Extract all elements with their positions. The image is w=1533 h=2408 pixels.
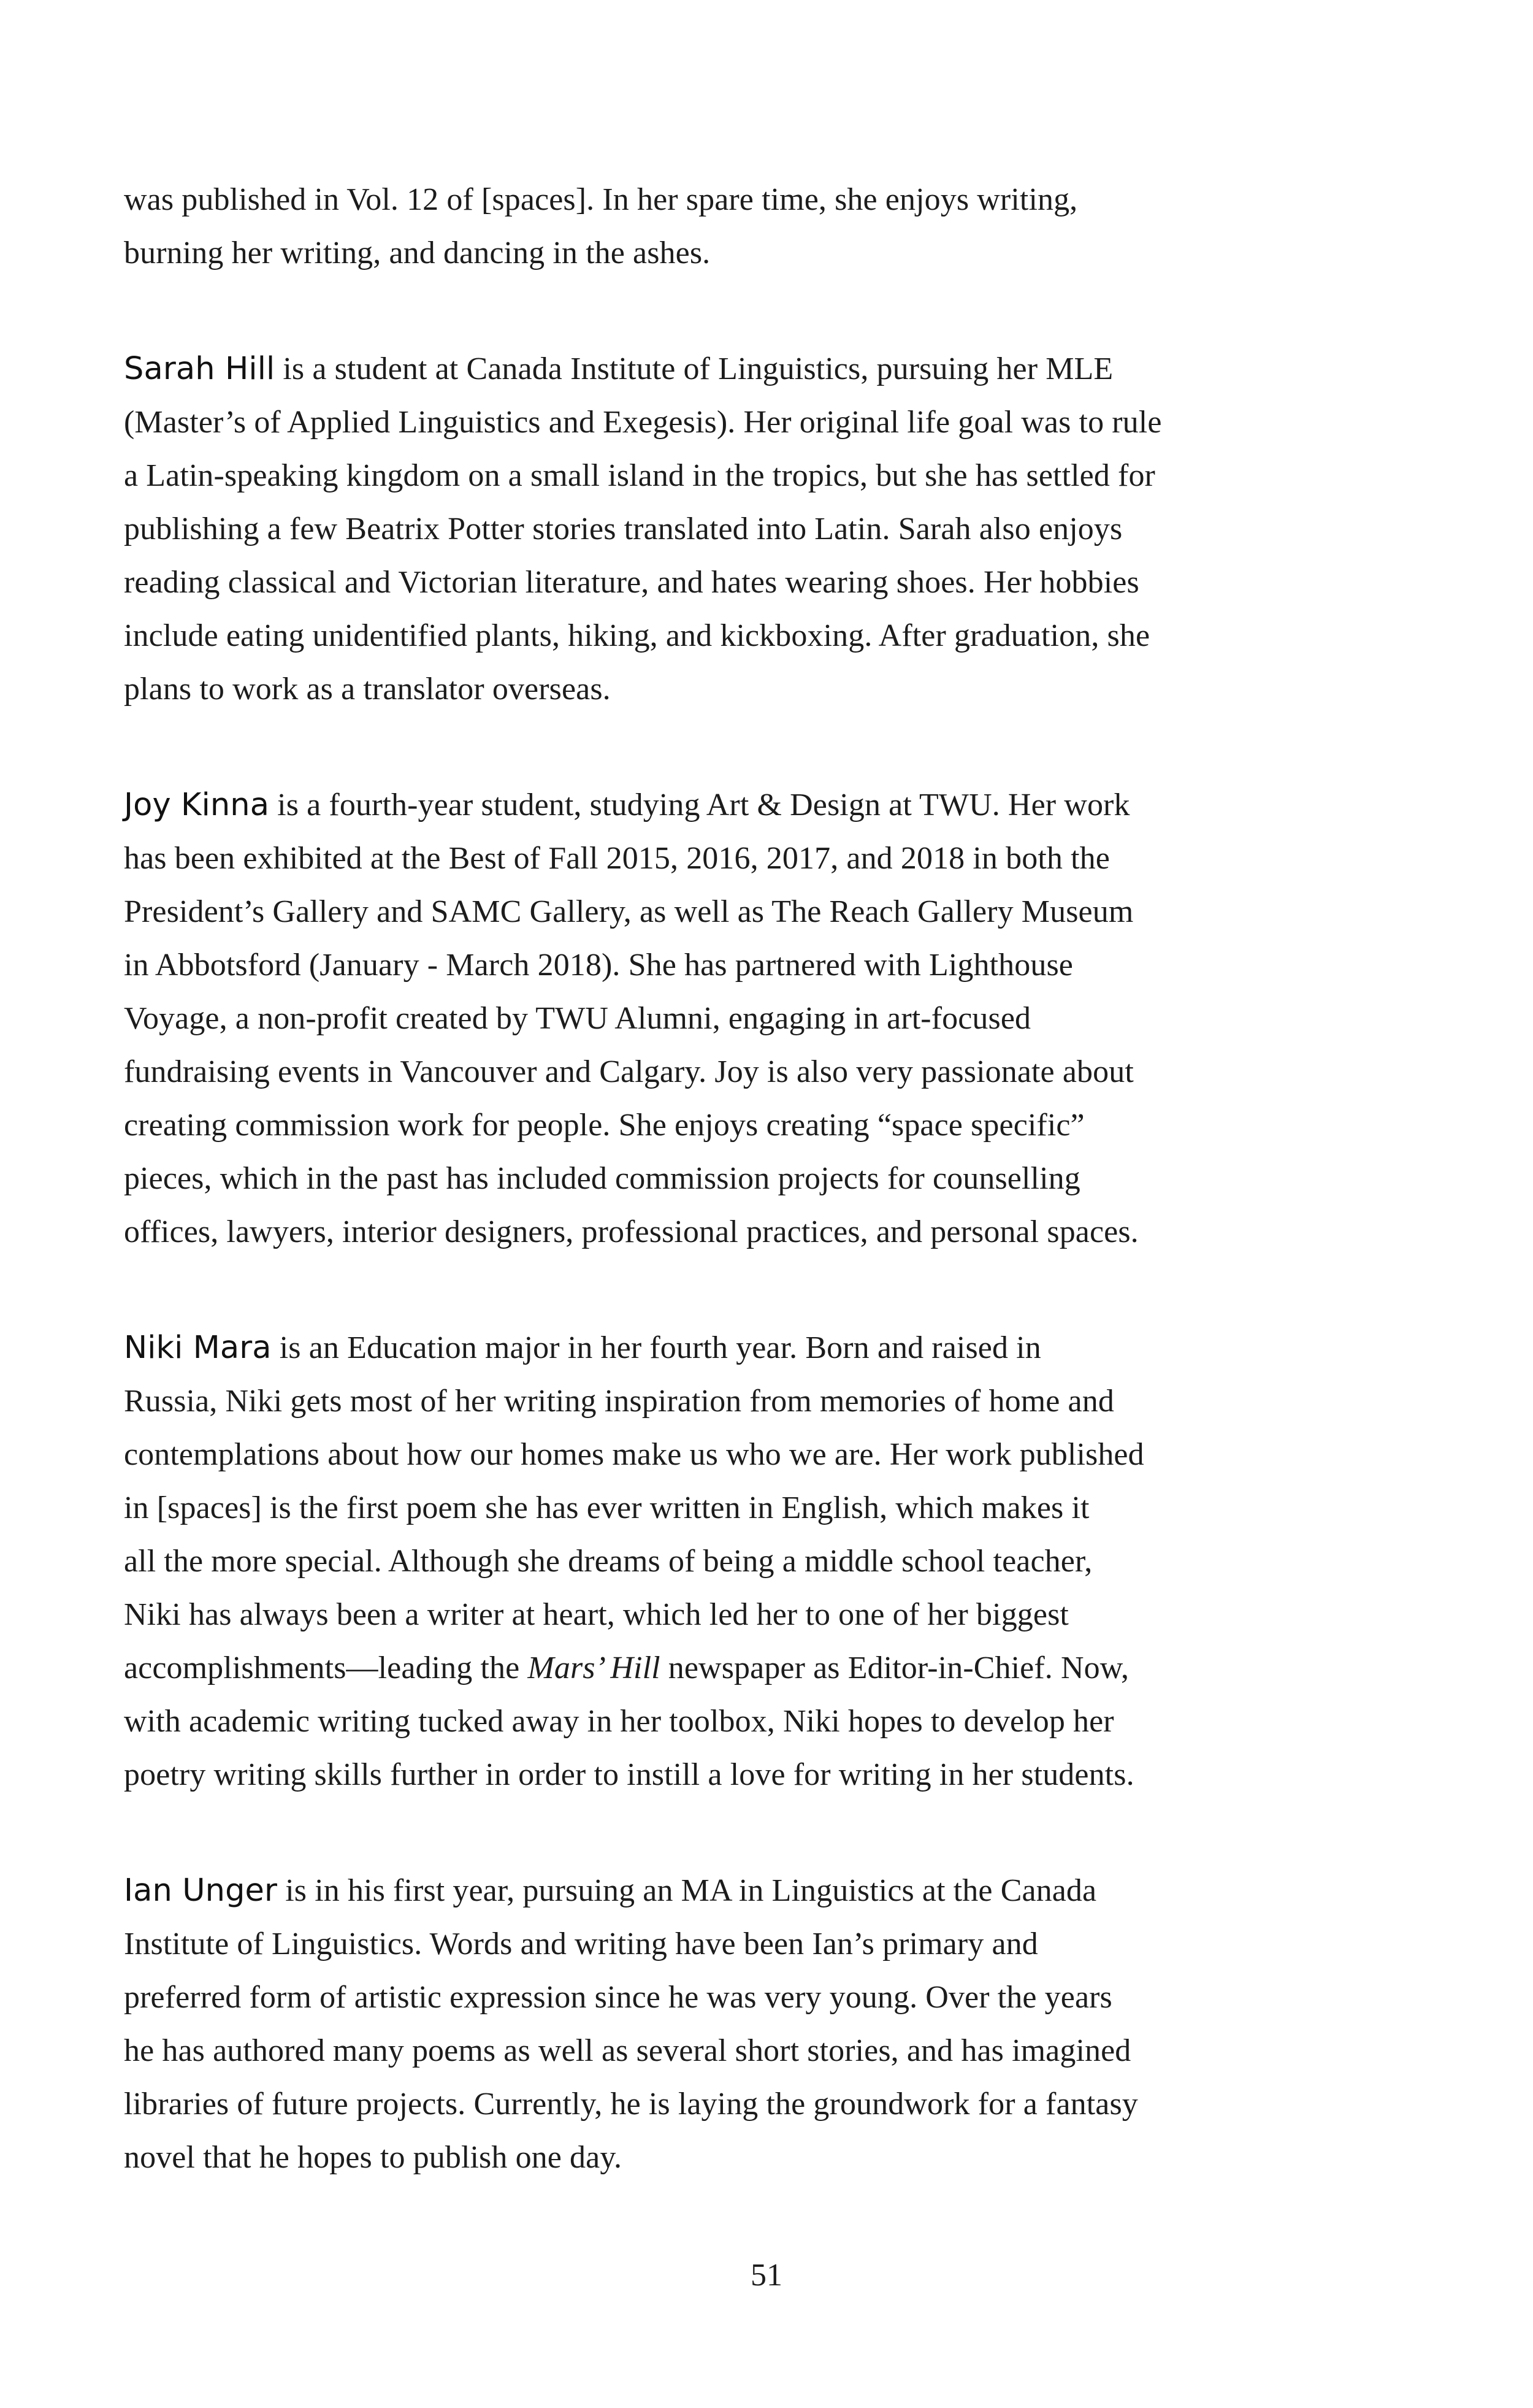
bio-line: (Master’s of Applied Linguistics and Exegesis). Her original life goal was to rule bbox=[124, 405, 1162, 440]
bio-line: fundraising events in Vancouver and Calgary. Joy is also very passionate about bbox=[124, 1054, 1134, 1089]
bio-text: is an Education major in her fourth year. Born and raised in bbox=[271, 1330, 1041, 1365]
bio-line: in Abbotsford (January - March 2018). She has partnered with Lighthouse bbox=[124, 948, 1073, 983]
bio-line: reading classical and Victorian literature, and hates wearing shoes. Her hobbies bbox=[124, 565, 1139, 600]
bio-text: is a student at Canada Institute of Linguistics, pursuing her MLE bbox=[275, 351, 1114, 386]
bio-line: novel that he hopes to publish one day. bbox=[124, 2140, 622, 2175]
page-number: 51 bbox=[751, 2258, 782, 2293]
bio-line: all the more special. Although she dreams of being a middle school teacher, bbox=[124, 1544, 1093, 1579]
bio-line: Russia, Niki gets most of her writing inspiration from memories of home and bbox=[124, 1384, 1114, 1419]
bio-line: contemplations about how our homes make us who we are. Her work published bbox=[124, 1437, 1144, 1472]
bio-first-line bbox=[124, 342, 1363, 396]
bio-line: Institute of Linguistics. Words and writing have been Ian’s primary and bbox=[124, 1927, 1038, 1961]
contributor-name: Sarah Hill bbox=[124, 351, 275, 387]
page-body bbox=[124, 173, 1363, 2247]
bio-line: pieces, which in the past has included commission projects for counselling bbox=[124, 1161, 1080, 1196]
bio-joy-kinna bbox=[124, 778, 1363, 1259]
intro-line: was published in Vol. 12 of [spaces]. In her spare time, she enjoys writing, bbox=[124, 182, 1078, 217]
contributor-name: Ian Unger bbox=[124, 1873, 278, 1909]
bio-first-line bbox=[124, 778, 1363, 832]
bio-line: plans to work as a translator overseas. bbox=[124, 672, 611, 707]
bio-text: accomplishments—leading the bbox=[124, 1651, 528, 1685]
bio-sarah-hill bbox=[124, 342, 1363, 716]
bio-line: creating commission work for people. She enjoys creating “space specific” bbox=[124, 1108, 1085, 1143]
bio-first-line bbox=[124, 1864, 1363, 1917]
bio-line: with academic writing tucked away in her toolbox, Niki hopes to develop her bbox=[124, 1704, 1114, 1739]
contributor-name: Joy Kinna bbox=[124, 787, 270, 823]
bio-line: offices, lawyers, interior designers, professional practices, and personal spaces. bbox=[124, 1214, 1139, 1249]
bio-text: newspaper as Editor-in-Chief. Now, bbox=[660, 1651, 1130, 1685]
bio-line: in [spaces] is the first poem she has ever written in English, which makes it bbox=[124, 1490, 1090, 1525]
intro-line: burning her writing, and dancing in the ashes. bbox=[124, 236, 711, 270]
bio-line: has been exhibited at the Best of Fall 2015, 2016, 2017, and 2018 in both the bbox=[124, 841, 1110, 876]
bio-line: preferred form of artistic expression since he was very young. Over the years bbox=[124, 1980, 1112, 2015]
bio-ian-unger bbox=[124, 1864, 1363, 2184]
bio-line: a Latin-speaking kingdom on a small island in the tropics, but she has settled for bbox=[124, 458, 1155, 493]
newspaper-title: Mars’ Hill bbox=[527, 1651, 660, 1685]
bio-line: include eating unidentified plants, hiking, and kickboxing. After graduation, she bbox=[124, 618, 1150, 653]
bio-niki-mara bbox=[124, 1321, 1363, 1801]
bio-line: Voyage, a non-profit created by TWU Alumni, engaging in art-focused bbox=[124, 1001, 1031, 1036]
bio-line: libraries of future projects. Currently, he is laying the groundwork for a fantasy bbox=[124, 2087, 1138, 2122]
bio-line-with-italic bbox=[124, 1641, 1363, 1695]
contributor-name: Niki Mara bbox=[124, 1330, 272, 1366]
bio-line: President’s Gallery and SAMC Gallery, as well as The Reach Gallery Museum bbox=[124, 894, 1134, 929]
bio-text: is a fourth-year student, studying Art & Design at TWU. Her work bbox=[269, 788, 1130, 822]
bio-text: is in his first year, pursuing an MA in Linguistics at the Canada bbox=[277, 1873, 1097, 1908]
bio-first-line bbox=[124, 1321, 1363, 1375]
bio-line: poetry writing skills further in order to instill a love for writing in her students. bbox=[124, 1757, 1134, 1792]
bio-line: he has authored many poems as well as several short stories, and has imagined bbox=[124, 2033, 1131, 2068]
bio-line: Niki has always been a writer at heart, which led her to one of her biggest bbox=[124, 1597, 1069, 1632]
intro-paragraph bbox=[124, 173, 1363, 280]
bio-line: publishing a few Beatrix Potter stories translated into Latin. Sarah also enjoys bbox=[124, 512, 1123, 546]
